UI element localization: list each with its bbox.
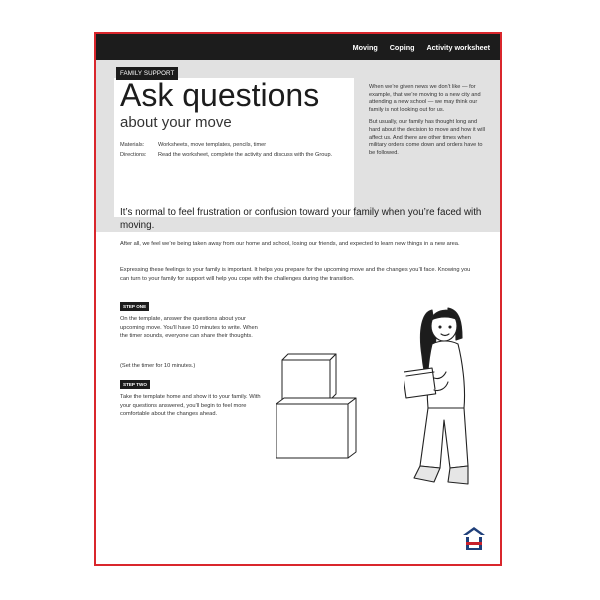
section-tag: FAMILY SUPPORT [116, 67, 178, 80]
sidebar-paragraph-2: But usually, our family has thought long and hard about the decision to move and how it will affect us. And there are other times when military orders come down and orders have to be followed. [369, 119, 485, 156]
top-nav-bar [96, 34, 500, 60]
sidebar-paragraph-1: When we’re given news we don’t like — for example, that we’re moving to a new city and attending a new school — we may think our family is not looking out for us. [369, 84, 481, 113]
sidebar-text [369, 84, 487, 162]
materials-row [120, 142, 348, 149]
lead-paragraph: It’s normal to feel frustration or confusion toward your family when you’re faced with moving. [120, 207, 482, 231]
step-one-text: On the template, answer the questions about your upcoming move. You’ll have 10 minutes to write. When the timer sounds, everyone can share their thoughts. [120, 316, 258, 340]
body-paragraph-1: After all, we feel we’re being taken away from our home and school, losing our friends, and expected to learn new things in a new area. [120, 241, 460, 247]
page-subtitle: about your move [120, 114, 232, 131]
directions-label: Directions: [120, 152, 147, 159]
page-title: Ask questions [120, 77, 320, 113]
nav-item-activity-worksheet[interactable]: Activity worksheet [426, 42, 490, 52]
directions-value: Read the worksheet, complete the activity and discuss with the Group. [158, 152, 333, 159]
materials-label: Materials: [120, 142, 145, 148]
worksheet-page [94, 32, 502, 566]
directions-row [120, 152, 348, 159]
girl-carrying-box-icon [404, 296, 484, 488]
body-paragraph-2: Expressing these feelings to your family is important. It helps you prepare for the upcoming move and the changes you’ll face. Knowing you can turn to your family for support will help you cope with the challenges during the transition. [120, 267, 471, 282]
step-one-label: STEP ONE [120, 302, 149, 311]
nav-item-moving[interactable]: Moving [352, 42, 378, 52]
materials-value: Worksheets, move templates, pencils, timer [158, 142, 267, 148]
step-two-label: STEP TWO [120, 380, 150, 389]
activity-meta [120, 142, 348, 162]
stacked-boxes-icon [276, 352, 362, 462]
house-logo-icon [462, 526, 486, 552]
step-two-text: Take the template home and show it to your family. With your questions answered, you’ll begin to feel more comfortable about the changes ahead. [120, 394, 261, 418]
nav-item-coping[interactable]: Coping [389, 42, 415, 52]
nav-menu [353, 34, 490, 60]
step-one-note: (Set the timer for 10 minutes.) [120, 363, 196, 369]
